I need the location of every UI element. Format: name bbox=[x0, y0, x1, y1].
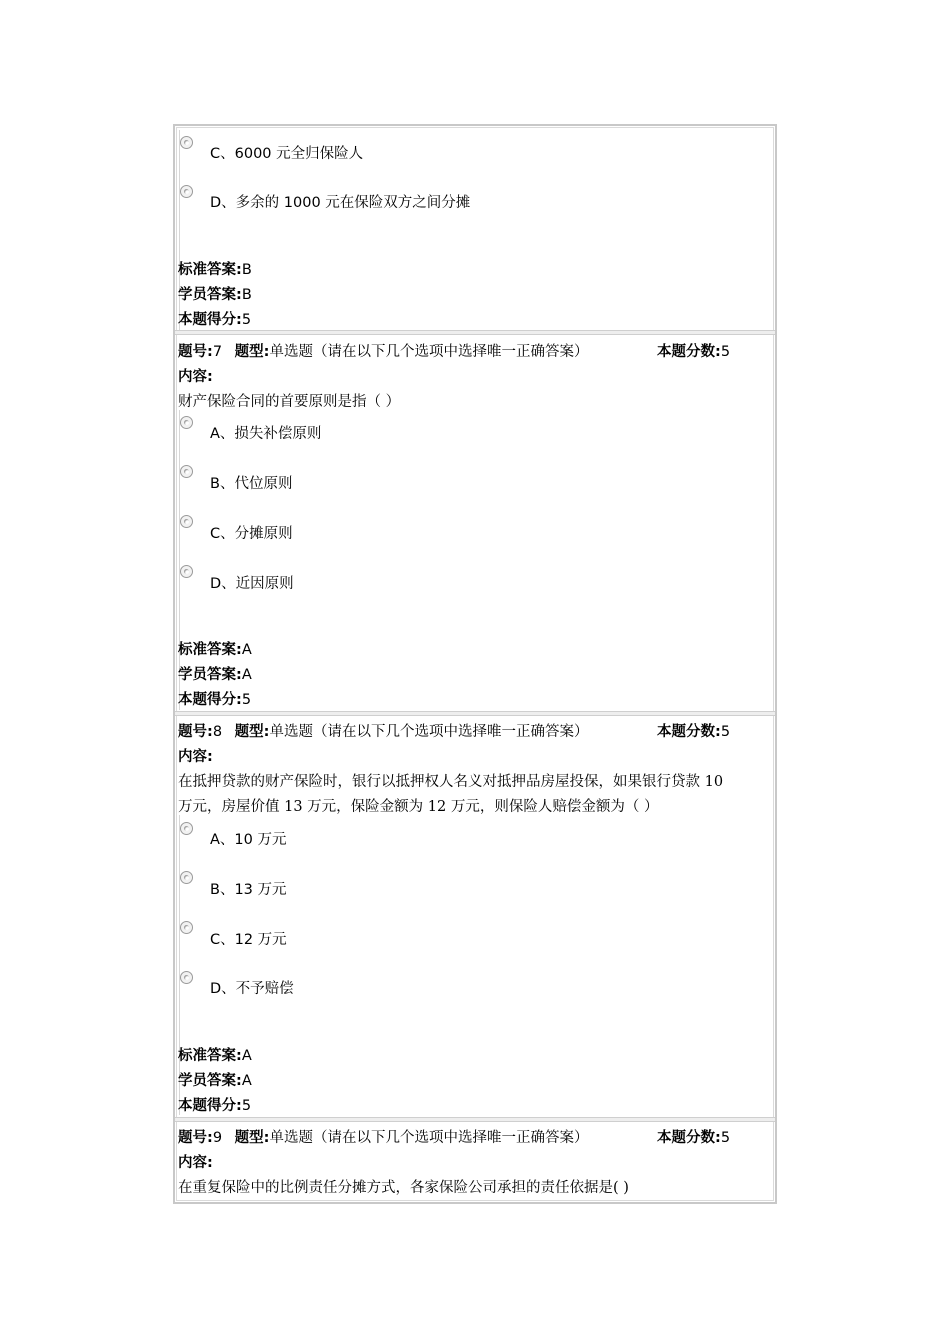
question-divider bbox=[175, 711, 775, 716]
question-points: 本题分数:5 bbox=[657, 1130, 731, 1146]
student-answer: 学员答案:B bbox=[178, 287, 252, 303]
radio-button[interactable] bbox=[180, 515, 193, 528]
option-label: C、分摊原则 bbox=[210, 526, 293, 542]
option-label: B、13 万元 bbox=[210, 882, 287, 898]
option-label: C、12 万元 bbox=[210, 932, 287, 948]
question-divider bbox=[175, 1117, 775, 1122]
radio-button[interactable] bbox=[180, 822, 193, 835]
standard-answer: 标准答案:A bbox=[178, 642, 252, 658]
question-header: 题号:7 题型:单选题（请在以下几个选项中选择唯一正确答案） bbox=[178, 344, 589, 360]
question-divider bbox=[175, 330, 775, 335]
radio-button[interactable] bbox=[180, 921, 193, 934]
radio-button[interactable] bbox=[180, 416, 193, 429]
option-label: D、多余的 1000 元在保险双方之间分摊 bbox=[210, 195, 471, 211]
question-header: 题号:8 题型:单选题（请在以下几个选项中选择唯一正确答案） bbox=[178, 724, 589, 740]
option-label: B、代位原则 bbox=[210, 476, 293, 492]
standard-answer: 标准答案:B bbox=[178, 262, 252, 278]
radio-button[interactable] bbox=[180, 136, 193, 149]
question-header: 题号:9 题型:单选题（请在以下几个选项中选择唯一正确答案） bbox=[178, 1130, 589, 1146]
option-label: A、损失补偿原则 bbox=[210, 426, 322, 442]
question-stem: 万元，房屋价值 13 万元，保险金额为 12 万元，则保险人赔偿金额为（ ） bbox=[178, 799, 659, 815]
question-stem: 在重复保险中的比例责任分摊方式，各家保险公司承担的责任依据是( ) bbox=[178, 1180, 629, 1196]
option-label: A、10 万元 bbox=[210, 832, 287, 848]
radio-button[interactable] bbox=[180, 971, 193, 984]
radio-button[interactable] bbox=[180, 465, 193, 478]
option-label: D、不予赔偿 bbox=[210, 981, 294, 997]
question-stem: 财产保险合同的首要原则是指（ ） bbox=[178, 394, 401, 410]
content-label: 内容: bbox=[178, 749, 213, 765]
radio-button[interactable] bbox=[180, 185, 193, 198]
content-label: 内容: bbox=[178, 369, 213, 385]
question-stem: 在抵押贷款的财产保险时，银行以抵押权人名义对抵押品房屋投保，如果银行贷款 10 bbox=[178, 774, 724, 790]
content-label: 内容: bbox=[178, 1155, 213, 1171]
student-answer: 学员答案:A bbox=[178, 1073, 252, 1089]
option-label: D、近因原则 bbox=[210, 576, 294, 592]
question-score: 本题得分:5 bbox=[178, 312, 252, 328]
question-score: 本题得分:5 bbox=[178, 1098, 252, 1114]
question-frame bbox=[173, 124, 777, 1204]
student-answer: 学员答案:A bbox=[178, 667, 252, 683]
question-points: 本题分数:5 bbox=[657, 344, 731, 360]
radio-button[interactable] bbox=[180, 565, 193, 578]
question-score: 本题得分:5 bbox=[178, 692, 252, 708]
standard-answer: 标准答案:A bbox=[178, 1048, 252, 1064]
radio-button[interactable] bbox=[180, 871, 193, 884]
question-points: 本题分数:5 bbox=[657, 724, 731, 740]
option-label: C、6000 元全归保险人 bbox=[210, 146, 364, 162]
